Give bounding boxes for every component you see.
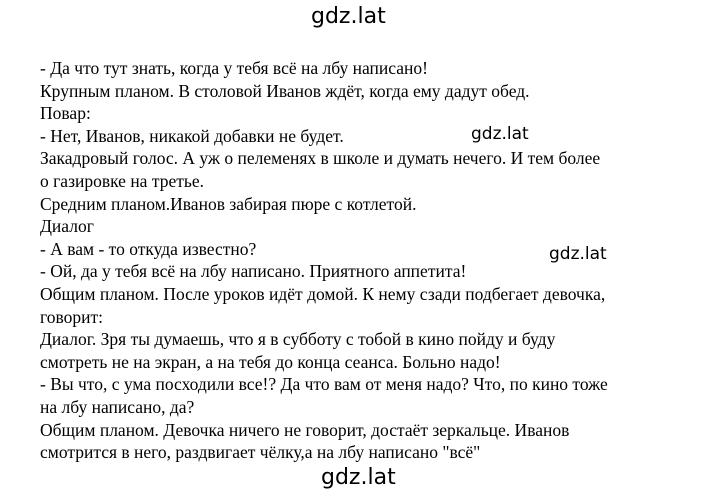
text-line: Повар: <box>40 103 91 124</box>
text-line: смотрится в него, раздвигает чёлку,а на лбу написано "всё" <box>40 442 481 463</box>
text-line: Закадровый голос. А уж о пелеменях в школе и думать нечего. И тем более <box>40 148 601 169</box>
text-line: Диалог. Зря ты думаешь, что я в субботу с тобой в кино пойду и буду <box>40 329 556 350</box>
watermark-middle: gdz.lat <box>549 244 607 264</box>
text-line: Общим планом. После уроков идёт домой. К нему сзади подбегает девочка, <box>40 283 606 304</box>
watermark-bottom: gdz.lat <box>321 465 396 490</box>
text-line: - Ой, да у тебя всё на лбу написано. Приятного аппетита! <box>40 261 467 282</box>
watermark-middle: gdz.lat <box>471 124 529 144</box>
text-line: на лбу написано, да? <box>40 396 195 417</box>
text-line: - Да что тут знать, когда у тебя всё на лбу написано! <box>40 58 428 78</box>
text-line: говорит: <box>40 306 104 327</box>
text-line: о газировке на третье. <box>40 170 204 191</box>
text-line: - Вы что, с ума посходили все!? Да что вам от меня надо? Что, по кино тоже <box>40 374 608 395</box>
text-line: - А вам - то откуда известно? <box>40 238 257 259</box>
text-line: Крупным планом. В столовой Иванов ждёт, когда ему дадут обед. <box>40 80 530 101</box>
text-line: Диалог <box>40 216 94 237</box>
text-line: - Нет, Иванов, никакой добавки не будет. <box>40 125 344 146</box>
watermark-top: gdz.lat <box>311 4 386 29</box>
body-text <box>40 57 700 464</box>
text-line: Средним планом.Иванов забирая пюре с котлетой. <box>40 193 417 214</box>
text-line: смотреть не на экран, а на тебя до конца сеанса. Больно надо! <box>40 351 501 372</box>
text-line: Общим планом. Девочка ничего не говорит, достаёт зеркальце. Иванов <box>40 419 570 440</box>
